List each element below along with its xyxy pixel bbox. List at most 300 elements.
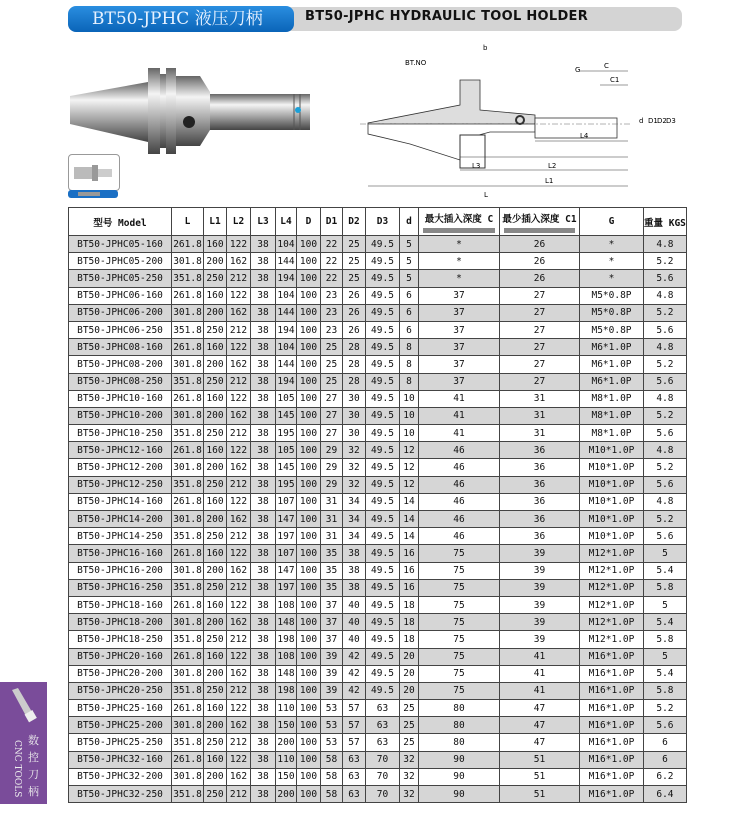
table-cell: 38	[251, 287, 276, 304]
table-cell: 37	[321, 614, 343, 631]
table-cell: 5.2	[644, 304, 687, 321]
label-c1: C1	[610, 76, 620, 84]
table-cell: 195	[276, 425, 297, 442]
table-cell: 32	[400, 786, 419, 803]
table-cell: 27	[500, 287, 580, 304]
table-cell: 38	[251, 270, 276, 287]
table-cell: 53	[321, 734, 343, 751]
table-cell: BT50-JPHC12-160	[69, 442, 172, 459]
table-cell: BT50-JPHC06-250	[69, 321, 172, 338]
column-header	[500, 208, 580, 236]
table-cell: 212	[227, 631, 251, 648]
table-cell: 32	[400, 751, 419, 768]
table-cell: 35	[321, 579, 343, 596]
table-cell: 14	[400, 493, 419, 510]
table-cell: M16*1.0P	[580, 734, 644, 751]
table-cell: M16*1.0P	[580, 700, 644, 717]
table-cell: 36	[500, 528, 580, 545]
table-cell: BT50-JPHC12-200	[69, 459, 172, 476]
table-cell: M10*1.0P	[580, 493, 644, 510]
table-cell: 38	[251, 442, 276, 459]
table-cell: 25	[343, 253, 366, 270]
table-cell: 41	[419, 425, 500, 442]
table-cell: 261.8	[172, 545, 204, 562]
table-cell: M6*1.0P	[580, 373, 644, 390]
table-cell: 38	[251, 682, 276, 699]
table-cell: 63	[366, 734, 400, 751]
table-cell: 37	[419, 373, 500, 390]
table-cell: M16*1.0P	[580, 751, 644, 768]
column-header-label: D2	[348, 216, 360, 227]
table-cell: 107	[276, 545, 297, 562]
table-cell: 49.5	[366, 356, 400, 373]
table-cell: BT50-JPHC20-160	[69, 648, 172, 665]
table-cell: 75	[419, 579, 500, 596]
table-cell: 200	[204, 768, 227, 785]
table-row	[69, 579, 687, 596]
table-cell: 100	[297, 442, 321, 459]
table-cell: 100	[297, 717, 321, 734]
table-cell: 104	[276, 339, 297, 356]
table-cell: 197	[276, 528, 297, 545]
column-header-label: d	[406, 216, 412, 227]
table-cell: 110	[276, 751, 297, 768]
table-cell: 100	[297, 545, 321, 562]
table-row	[69, 596, 687, 613]
column-header	[644, 208, 687, 236]
table-cell: 38	[251, 356, 276, 373]
table-cell: 27	[321, 407, 343, 424]
table-cell: BT50-JPHC05-250	[69, 270, 172, 287]
table-cell: 100	[297, 236, 321, 253]
table-cell: 261.8	[172, 390, 204, 407]
table-cell: 100	[297, 493, 321, 510]
table-cell: 5	[400, 270, 419, 287]
table-cell: 38	[251, 579, 276, 596]
table-cell: 29	[321, 442, 343, 459]
table-cell: 162	[227, 614, 251, 631]
table-cell: 250	[204, 734, 227, 751]
table-cell: 5.2	[644, 700, 687, 717]
thumbnail-caption-bar	[68, 190, 118, 198]
table-cell: 53	[321, 717, 343, 734]
table-cell: 16	[400, 545, 419, 562]
table-cell: 14	[400, 528, 419, 545]
table-cell: 12	[400, 442, 419, 459]
table-cell: 22	[321, 253, 343, 270]
table-cell: 212	[227, 425, 251, 442]
table-cell: BT50-JPHC06-160	[69, 287, 172, 304]
table-cell: BT50-JPHC05-160	[69, 236, 172, 253]
table-cell: 38	[251, 321, 276, 338]
table-cell: 5.6	[644, 476, 687, 493]
table-row	[69, 236, 687, 253]
table-cell: 40	[343, 631, 366, 648]
table-cell: 70	[366, 751, 400, 768]
table-cell: 122	[227, 442, 251, 459]
table-cell: *	[419, 270, 500, 287]
table-cell: 301.8	[172, 356, 204, 373]
table-cell: 63	[343, 751, 366, 768]
table-cell: 23	[321, 287, 343, 304]
table-cell: BT50-JPHC18-250	[69, 631, 172, 648]
table-cell: 5.2	[644, 459, 687, 476]
sidebar-cn: 数控刀柄	[28, 734, 39, 798]
table-cell: 49.5	[366, 493, 400, 510]
table-cell: 250	[204, 579, 227, 596]
table-cell: 122	[227, 648, 251, 665]
table-cell: 38	[251, 665, 276, 682]
table-cell: BT50-JPHC16-160	[69, 545, 172, 562]
table-cell: 200	[204, 459, 227, 476]
column-header	[297, 208, 321, 236]
table-cell: 10	[400, 425, 419, 442]
header-bar	[423, 228, 495, 233]
table-cell: M10*1.0P	[580, 459, 644, 476]
table-cell: M10*1.0P	[580, 442, 644, 459]
table-cell: 25	[400, 700, 419, 717]
table-cell: 53	[321, 700, 343, 717]
table-cell: 47	[500, 734, 580, 751]
table-cell: 26	[343, 321, 366, 338]
table-cell: 5.8	[644, 579, 687, 596]
table-cell: BT50-JPHC32-250	[69, 786, 172, 803]
table-cell: 351.8	[172, 786, 204, 803]
table-cell: 301.8	[172, 459, 204, 476]
table-cell: 41	[500, 665, 580, 682]
header-bar	[504, 228, 575, 233]
table-cell: 46	[419, 511, 500, 528]
table-cell: 261.8	[172, 287, 204, 304]
table-cell: 162	[227, 407, 251, 424]
table-cell: 162	[227, 356, 251, 373]
table-cell: 5	[644, 648, 687, 665]
table-row	[69, 339, 687, 356]
table-cell: M16*1.0P	[580, 786, 644, 803]
table-cell: 150	[276, 768, 297, 785]
table-cell: 301.8	[172, 253, 204, 270]
table-cell: 63	[366, 700, 400, 717]
table-cell: 200	[204, 304, 227, 321]
table-cell: BT50-JPHC20-200	[69, 665, 172, 682]
table-cell: 90	[419, 768, 500, 785]
table-cell: M6*1.0P	[580, 356, 644, 373]
table-cell: 105	[276, 442, 297, 459]
table-cell: 212	[227, 734, 251, 751]
table-cell: M5*0.8P	[580, 287, 644, 304]
table-row	[69, 734, 687, 751]
table-cell: 41	[500, 682, 580, 699]
table-cell: 26	[500, 253, 580, 270]
table-cell: 200	[276, 734, 297, 751]
table-cell: 47	[500, 717, 580, 734]
table-row	[69, 511, 687, 528]
table-cell: 37	[321, 631, 343, 648]
table-cell: 42	[343, 648, 366, 665]
table-cell: 100	[297, 786, 321, 803]
label-l2: L2	[548, 162, 557, 170]
label-g: G	[575, 66, 581, 74]
table-cell: 100	[297, 407, 321, 424]
table-cell: 144	[276, 304, 297, 321]
table-cell: 51	[500, 768, 580, 785]
table-cell: 20	[400, 682, 419, 699]
table-cell: 301.8	[172, 511, 204, 528]
table-cell: M16*1.0P	[580, 682, 644, 699]
table-cell: *	[580, 253, 644, 270]
table-cell: 27	[321, 390, 343, 407]
column-header-label: 最大插入深度 C	[424, 213, 494, 225]
table-cell: BT50-JPHC16-250	[69, 579, 172, 596]
table-cell: BT50-JPHC25-250	[69, 734, 172, 751]
table-cell: 145	[276, 407, 297, 424]
table-cell: 28	[343, 339, 366, 356]
table-cell: 49.5	[366, 270, 400, 287]
label-d1: D1	[648, 117, 658, 125]
table-cell: *	[580, 270, 644, 287]
table-cell: 107	[276, 493, 297, 510]
table-cell: 6	[400, 304, 419, 321]
table-cell: 5.6	[644, 425, 687, 442]
table-cell: 25	[321, 373, 343, 390]
table-cell: BT50-JPHC08-250	[69, 373, 172, 390]
table-cell: 108	[276, 596, 297, 613]
table-cell: BT50-JPHC14-250	[69, 528, 172, 545]
table-cell: 150	[276, 717, 297, 734]
table-cell: 351.8	[172, 476, 204, 493]
table-cell: 261.8	[172, 751, 204, 768]
table-cell: 5.2	[644, 253, 687, 270]
table-row	[69, 614, 687, 631]
table-cell: 20	[400, 665, 419, 682]
table-cell: 31	[500, 425, 580, 442]
table-cell: 351.8	[172, 734, 204, 751]
table-cell: 49.5	[366, 614, 400, 631]
table-cell: 12	[400, 476, 419, 493]
table-cell: 49.5	[366, 459, 400, 476]
table-cell: 250	[204, 631, 227, 648]
table-cell: 5.4	[644, 562, 687, 579]
table-cell: 200	[204, 717, 227, 734]
table-cell: 351.8	[172, 682, 204, 699]
table-cell: M10*1.0P	[580, 476, 644, 493]
table-cell: 301.8	[172, 304, 204, 321]
column-header	[251, 208, 276, 236]
table-cell: 100	[297, 562, 321, 579]
table-cell: 38	[251, 476, 276, 493]
table-cell: 250	[204, 425, 227, 442]
table-cell: 6	[644, 734, 687, 751]
table-row	[69, 321, 687, 338]
table-cell: 38	[251, 700, 276, 717]
table-cell: 38	[251, 304, 276, 321]
column-header	[69, 208, 172, 236]
table-cell: 122	[227, 545, 251, 562]
table-cell: M5*0.8P	[580, 304, 644, 321]
table-cell: M12*1.0P	[580, 579, 644, 596]
table-cell: 49.5	[366, 596, 400, 613]
table-cell: 145	[276, 459, 297, 476]
table-cell: 160	[204, 596, 227, 613]
table-cell: 100	[297, 270, 321, 287]
table-cell: 100	[297, 390, 321, 407]
table-cell: 261.8	[172, 339, 204, 356]
table-cell: M8*1.0P	[580, 390, 644, 407]
table-cell: 38	[251, 493, 276, 510]
table-cell: M16*1.0P	[580, 665, 644, 682]
table-cell: 40	[343, 596, 366, 613]
table-cell: 250	[204, 270, 227, 287]
table-cell: 162	[227, 253, 251, 270]
table-cell: 32	[343, 459, 366, 476]
table-cell: BT50-JPHC32-200	[69, 768, 172, 785]
table-cell: 100	[297, 476, 321, 493]
table-cell: 100	[297, 459, 321, 476]
table-cell: 22	[321, 236, 343, 253]
table-cell: 39	[321, 648, 343, 665]
table-cell: 100	[297, 373, 321, 390]
table-cell: M12*1.0P	[580, 562, 644, 579]
table-cell: 104	[276, 287, 297, 304]
table-cell: M5*0.8P	[580, 321, 644, 338]
table-cell: 100	[297, 768, 321, 785]
table-cell: 4.8	[644, 339, 687, 356]
table-cell: 49.5	[366, 648, 400, 665]
table-cell: 200	[204, 562, 227, 579]
table-cell: 100	[297, 596, 321, 613]
title-en: BT50-JPHC HYDRAULIC TOOL HOLDER	[305, 9, 589, 24]
table-row	[69, 407, 687, 424]
table-row	[69, 253, 687, 270]
table-cell: 57	[343, 717, 366, 734]
table-cell: 100	[297, 614, 321, 631]
table-cell: 29	[321, 459, 343, 476]
table-cell: 46	[419, 442, 500, 459]
table-row	[69, 717, 687, 734]
table-cell: 195	[276, 476, 297, 493]
table-row	[69, 648, 687, 665]
table-cell: 29	[321, 476, 343, 493]
column-header	[227, 208, 251, 236]
table-cell: 261.8	[172, 442, 204, 459]
table-cell: 49.5	[366, 236, 400, 253]
table-cell: 212	[227, 579, 251, 596]
table-cell: BT50-JPHC16-200	[69, 562, 172, 579]
table-cell: 46	[419, 493, 500, 510]
table-cell: 5.6	[644, 270, 687, 287]
table-cell: 5.6	[644, 321, 687, 338]
table-cell: 42	[343, 665, 366, 682]
table-cell: 39	[500, 562, 580, 579]
table-cell: 198	[276, 631, 297, 648]
table-cell: 39	[500, 614, 580, 631]
table-cell: 38	[251, 236, 276, 253]
table-cell: 100	[297, 253, 321, 270]
label-bt-no: BT.NO	[405, 59, 427, 67]
table-cell: 122	[227, 287, 251, 304]
table-cell: 10	[400, 390, 419, 407]
table-cell: BT50-JPHC18-200	[69, 614, 172, 631]
table-cell: 100	[297, 425, 321, 442]
table-cell: BT50-JPHC10-160	[69, 390, 172, 407]
table-cell: 160	[204, 751, 227, 768]
table-cell: 75	[419, 562, 500, 579]
table-cell: 38	[251, 768, 276, 785]
table-cell: 351.8	[172, 373, 204, 390]
table-cell: 8	[400, 373, 419, 390]
table-cell: 162	[227, 459, 251, 476]
table-row	[69, 562, 687, 579]
table-cell: BT50-JPHC25-200	[69, 717, 172, 734]
table-cell: 162	[227, 768, 251, 785]
table-cell: M16*1.0P	[580, 768, 644, 785]
table-cell: 22	[321, 270, 343, 287]
table-cell: 32	[343, 442, 366, 459]
table-cell: 39	[500, 579, 580, 596]
table-cell: M10*1.0P	[580, 528, 644, 545]
table-cell: 90	[419, 751, 500, 768]
column-header	[204, 208, 227, 236]
table-cell: 144	[276, 253, 297, 270]
technical-drawing	[360, 40, 680, 200]
label-l3: L3	[472, 162, 481, 170]
table-cell: 27	[321, 425, 343, 442]
table-cell: 49.5	[366, 665, 400, 682]
table-cell: 5.4	[644, 614, 687, 631]
table-cell: 147	[276, 562, 297, 579]
table-cell: 49.5	[366, 304, 400, 321]
table-cell: 6.4	[644, 786, 687, 803]
table-cell: 5.6	[644, 373, 687, 390]
table-cell: 80	[419, 717, 500, 734]
table-cell: 20	[400, 648, 419, 665]
table-cell: 34	[343, 511, 366, 528]
table-cell: 27	[500, 321, 580, 338]
table-row	[69, 373, 687, 390]
table-cell: 57	[343, 700, 366, 717]
table-cell: BT50-JPHC10-200	[69, 407, 172, 424]
table-cell: 39	[500, 596, 580, 613]
table-cell: 5	[400, 236, 419, 253]
table-cell: 200	[204, 356, 227, 373]
table-cell: 16	[400, 562, 419, 579]
table-cell: 100	[297, 304, 321, 321]
table-cell: 301.8	[172, 768, 204, 785]
table-cell: 261.8	[172, 648, 204, 665]
table-cell: 250	[204, 528, 227, 545]
table-row	[69, 631, 687, 648]
table-cell: 23	[321, 304, 343, 321]
table-cell: 6	[644, 751, 687, 768]
title-cn: BT50-JPHC 液压刀柄	[68, 6, 294, 32]
table-row	[69, 493, 687, 510]
table-cell: 26	[343, 287, 366, 304]
table-cell: 38	[343, 562, 366, 579]
table-cell: 37	[419, 339, 500, 356]
table-cell: 47	[500, 700, 580, 717]
table-cell: 49.5	[366, 631, 400, 648]
table-cell: 75	[419, 682, 500, 699]
table-cell: *	[580, 236, 644, 253]
table-cell: M10*1.0P	[580, 511, 644, 528]
table-cell: 250	[204, 373, 227, 390]
table-cell: 200	[204, 407, 227, 424]
table-row	[69, 270, 687, 287]
table-cell: 58	[321, 768, 343, 785]
table-cell: 28	[343, 373, 366, 390]
table-cell: 100	[297, 734, 321, 751]
table-cell: 49.5	[366, 682, 400, 699]
